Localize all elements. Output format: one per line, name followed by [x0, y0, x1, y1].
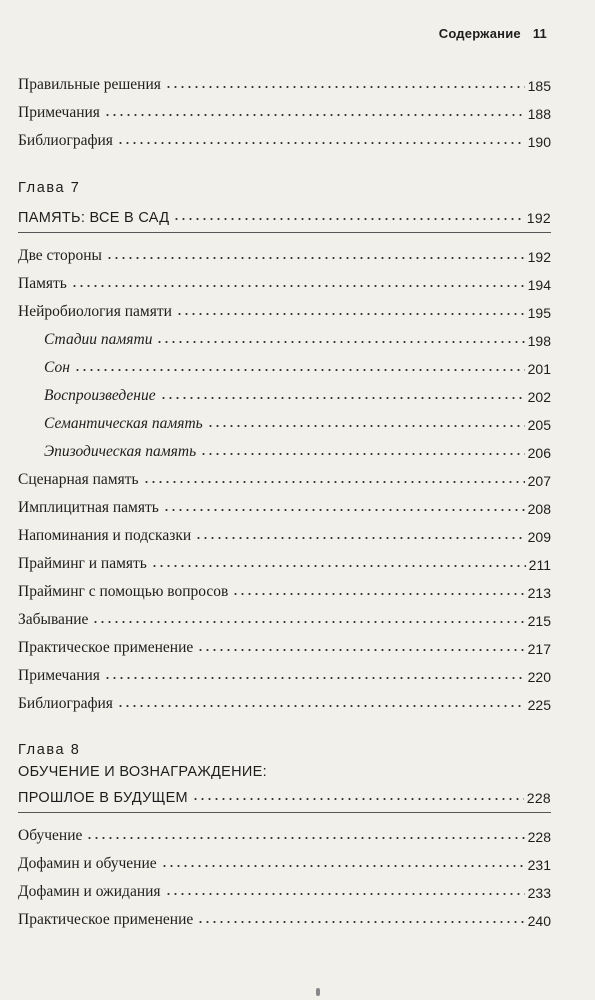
running-head [439, 26, 547, 41]
toc-entry[interactable]: Забывание 215 [18, 611, 551, 629]
toc-entry[interactable]: Дофамин и ожидания 233 [18, 883, 551, 901]
toc-entry[interactable]: Практическое применение 240 [18, 911, 551, 929]
toc-subentry[interactable]: Эпизодическая память 206 [44, 443, 551, 461]
toc-entry[interactable]: Память 194 [18, 275, 551, 293]
chapter-title-rule [18, 232, 551, 233]
toc-section-previous [18, 66, 551, 150]
chapter-title[interactable]: ПРОШЛОЕ В БУДУЩЕМ 228 [18, 790, 551, 806]
toc-chapter-7 [18, 180, 551, 713]
toc-entry[interactable]: Сценарная память 207 [18, 471, 551, 489]
toc-chapter-8 [18, 742, 551, 929]
toc-entry[interactable]: Две стороны 192 [18, 247, 551, 265]
chapter-title-rule [18, 812, 551, 813]
toc-subentry[interactable]: Семантическая память 205 [44, 415, 551, 433]
toc-entry[interactable]: Напоминания и подсказки 209 [18, 527, 551, 545]
toc-entry[interactable]: Практическое применение 217 [18, 639, 551, 657]
toc-subentry[interactable]: Сон 201 [44, 359, 551, 377]
toc-entry[interactable]: Прайминг с помощью вопросов 213 [18, 583, 551, 601]
toc-subentry[interactable]: Стадии памяти 198 [44, 331, 551, 349]
chapter-label: Глава 8 [18, 742, 81, 758]
running-head-title: Содержание [438, 26, 521, 41]
binding-mark [316, 988, 320, 996]
toc-entry[interactable]: Прайминг и память 211 [18, 555, 551, 573]
toc-entry[interactable]: Библиография 190 [18, 132, 551, 150]
toc-subentry[interactable]: Воспроизведение 202 [44, 387, 551, 405]
toc-entry[interactable]: Библиография 225 [18, 695, 551, 713]
toc-entry[interactable]: Примечания 188 [18, 104, 551, 122]
running-head-page-number: 11 [532, 26, 547, 41]
toc-entry[interactable]: Обучение 228 [18, 827, 551, 845]
toc-entry[interactable]: Имплицитная память 208 [18, 499, 551, 517]
toc-entry[interactable]: Нейробиология памяти 195 [18, 303, 551, 321]
toc-entry[interactable]: Примечания 220 [18, 667, 551, 685]
toc-entry[interactable]: Дофамин и обучение 231 [18, 855, 551, 873]
toc-entry[interactable]: Правильные решения 185 [18, 76, 551, 94]
chapter-title[interactable]: ПАМЯТЬ: ВСЕ В САД 192 [18, 210, 551, 226]
chapter-title-line-1[interactable]: ОБУЧЕНИЕ И ВОЗНАГРАЖДЕНИЕ: [18, 764, 267, 780]
chapter-label: Глава 7 [18, 180, 81, 196]
